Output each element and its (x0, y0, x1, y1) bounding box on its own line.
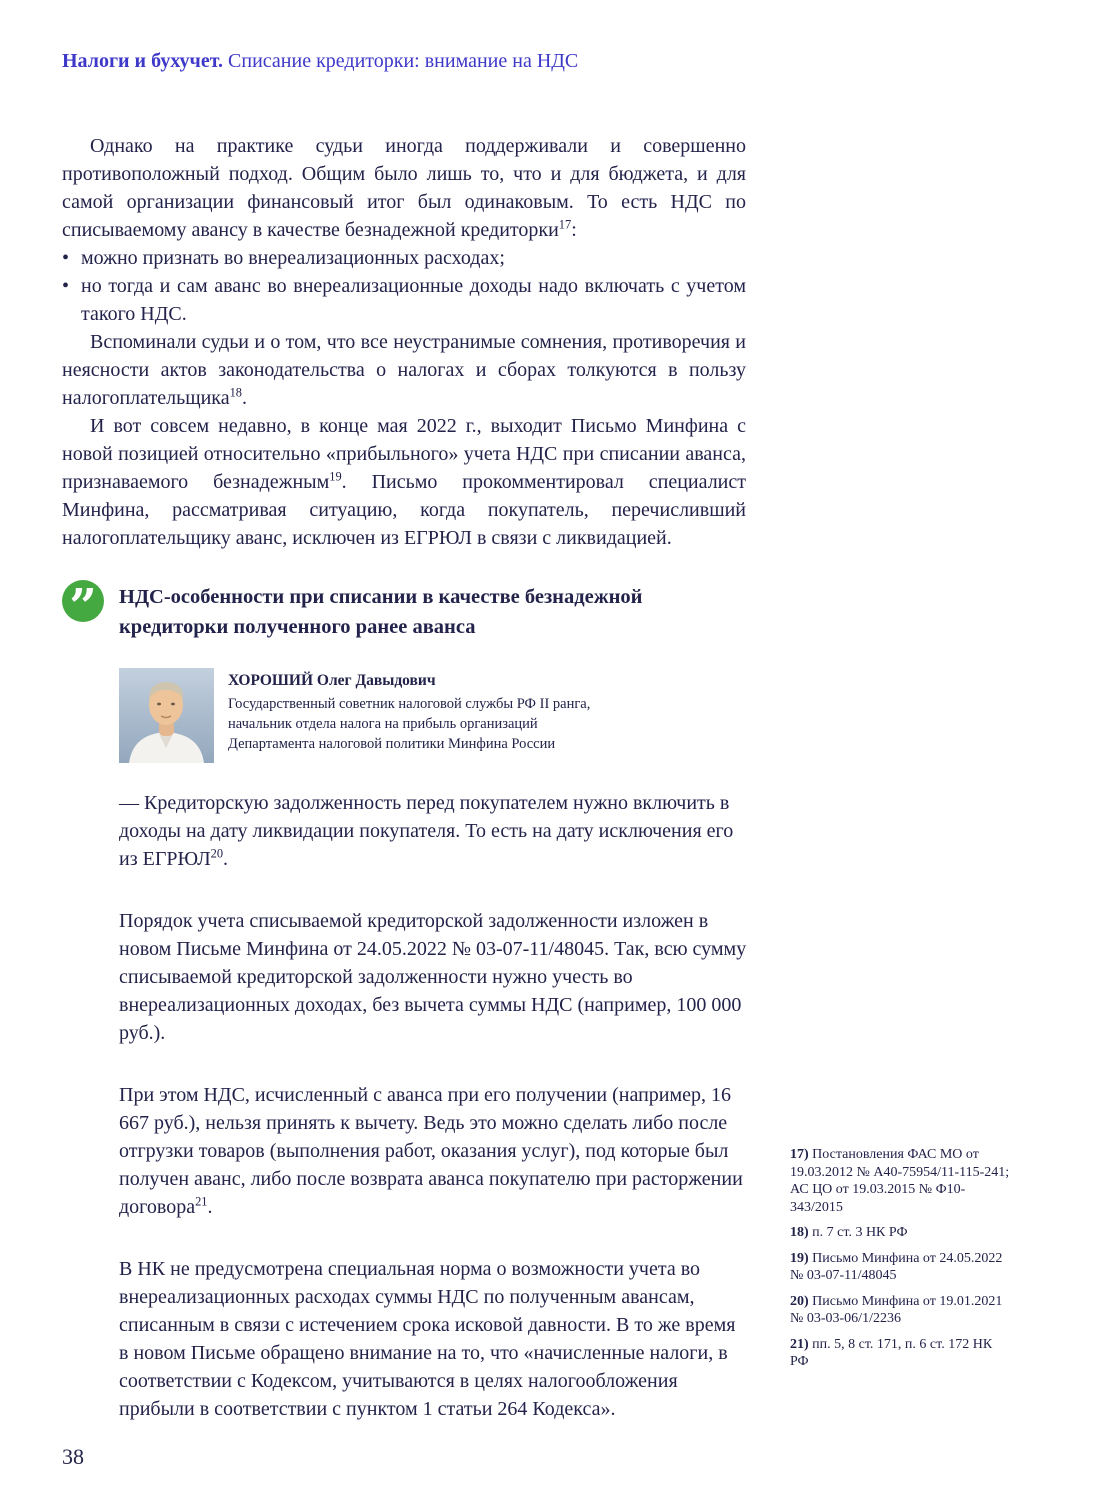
quote-title: НДС-особенности при списании в качестве безнадежной кредиторки полученного ранее аванса (119, 586, 643, 638)
footnote-ref-17: 17 (558, 217, 572, 232)
footnote-item (790, 1336, 1012, 1371)
paragraph-text: И вот совсем недавно, в конце мая 2022 г., выходит Письмо Минфина с новой позицией относительно «прибыльного» учета НДС при списании аванса, признаваемого безнадежным (62, 415, 746, 493)
footnote-item (790, 1293, 1012, 1328)
footnote-ref-20: 20 (210, 846, 224, 861)
footnote-number: 19) (790, 1250, 809, 1266)
paragraph-text: . (242, 387, 247, 409)
paragraph-doubts (62, 328, 746, 412)
paragraph-text: : (571, 219, 577, 241)
bullet-item: • но тогда и сам аванс во внереализационные доходы надо включать с учетом такого НДС. (62, 272, 746, 328)
author-role: начальник отдела налога на прибыль организаций (228, 716, 538, 732)
footnote-text: Письмо Минфина от 19.01.2021 № 03-03-06/1/2236 (790, 1293, 1003, 1326)
paragraph-text: — Кредиторскую задолженность перед покупателем нужно включить в доходы на дату ликвидации покупателя. То есть на дату исключения его из ЕГРЮЛ (119, 792, 734, 870)
footnote-ref-19: 19 (329, 469, 342, 484)
quote-icon (62, 579, 104, 635)
paragraph-text: При этом НДС, исчисленный с аванса при его получении (например, 16 667 руб.), нельзя принять к вычету. Ведь это можно сделать либо после отгрузки товаров (выполнения работ, оказания услуг), под которые был получен аванс, либо после возврата аванса покупателю при расторжении договора (119, 1084, 743, 1218)
quote-paragraph (119, 789, 747, 873)
author-role: Департамента налоговой политики Минфина России (228, 736, 556, 752)
section-label: Налоги и бухучет. (62, 50, 224, 72)
footnote-text: Письмо Минфина от 24.05.2022 № 03-07-11/48045 (790, 1250, 1003, 1283)
footnote-number: 20) (790, 1293, 809, 1309)
page-header (62, 48, 962, 74)
paragraph-text: Однако на практике судьи иногда поддерживали и совершенно противоположный подход. Общим было лишь то, что и для бюджета, и для самой организации финансовый итог был одинаковым. То есть НДС по списываемому авансу в качестве безнадежной кредиторки (62, 135, 746, 241)
author-info (228, 668, 590, 763)
bullet-list (62, 244, 746, 328)
author-portrait-graphic (119, 668, 214, 763)
footnote-item (790, 1224, 1012, 1242)
quote-header (62, 579, 746, 642)
article-title: Списание кредиторки: внимание на НДС (228, 50, 579, 72)
expert-quote-section (62, 579, 747, 1423)
paragraph-text: . (223, 848, 229, 870)
bullet-item: • можно признать во внереализационных расходах; (62, 244, 746, 272)
author-photo (119, 668, 214, 763)
footnote-ref-18: 18 (229, 385, 242, 400)
page-number: 38 (62, 1444, 84, 1469)
footnote-number: 18) (790, 1225, 809, 1240)
quote-paragraph: В НК не предусмотрена специальная норма о возможности учета во внереализационных расходах суммы НДС по полученным авансам, списанным в связи с истечением срока исковой давности. В то же время в новом Письме обращено внимание на то, что «начисленные налоги, в соответствии с Кодексом, учитываются в целях налогообложения прибыли в соответствии с пунктом 1 статьи 264 Кодекса». (119, 1258, 736, 1420)
footnote-item (790, 1146, 1012, 1216)
footnote-text: пп. 5, 8 ст. 171, п. 6 ст. 172 НК РФ (790, 1336, 993, 1369)
quote-paragraph (119, 1081, 747, 1221)
footnote-number: 21) (790, 1336, 809, 1352)
paragraph-text: Вспоминали судьи и о том, что все неустранимые сомнения, противоречия и неясности актов законодательства о налогах и сборах толкуются в пользу налогоплательщика (62, 331, 746, 409)
footnote-item (790, 1250, 1012, 1285)
quote-glyph: ” (69, 579, 97, 635)
paragraph-text: . (207, 1196, 213, 1218)
author-block (119, 668, 746, 763)
footnote-ref-21: 21 (195, 1194, 208, 1209)
footnotes-sidebar (790, 1146, 1012, 1379)
paragraph-text: . Письмо прокомментировал специалист Минфина, рассматривая ситуацию, когда покупатель, перечисливший налогоплательщику аванс, исключен из ЕГРЮЛ в связи с ликвидацией. (62, 471, 746, 549)
paragraph-letter (62, 412, 746, 552)
footnote-number: 17) (790, 1147, 809, 1162)
quote-paragraph: Порядок учета списываемой кредиторской задолженности изложен в новом Письме Минфина от 24.05.2022 № 03-07-11/48045. Так, всю сумму списываемой кредиторской задолженности нужно учесть во внереализационных доходах, без вычета суммы НДС (например, 100 000 руб.). (119, 910, 747, 1044)
footnote-text: Постановления ФАС МО от 19.03.2012 № А40-75954/11-115-241; АС ЦО от 19.03.2015 № Ф10-343/2015 (790, 1147, 1010, 1215)
main-column (62, 132, 746, 1423)
author-name: ХОРОШИЙ Олег Давыдович (228, 672, 436, 689)
paragraph-intro (62, 132, 746, 244)
footnote-text: п. 7 ст. 3 НК РФ (812, 1225, 908, 1240)
author-role: Государственный советник налоговой службы РФ II ранга, (228, 696, 591, 712)
